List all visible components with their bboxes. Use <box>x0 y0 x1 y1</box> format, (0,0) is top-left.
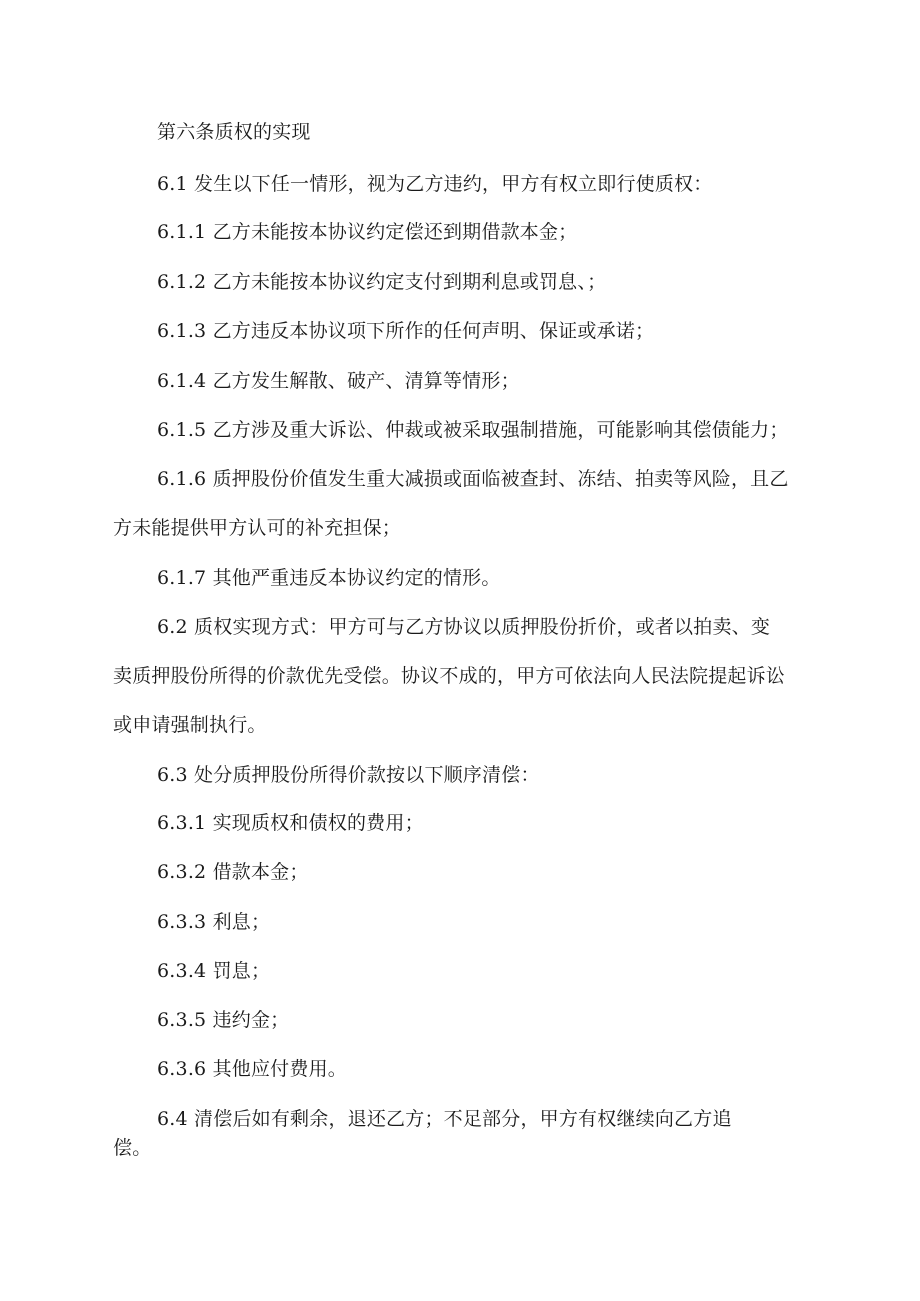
clause-6-1-6-line1: 6.1.6 质押股份价值发生重大减损或面临被查封、冻结、拍卖等风险，且乙 <box>157 468 789 490</box>
clause-6-2-line2: 卖质押股份所得的价款优先受偿。协议不成的，甲方可依法向人民法院提起诉讼 <box>113 665 786 687</box>
clause-6-3: 6.3 处分质押股份所得价款按以下顺序清偿： <box>157 764 540 786</box>
clause-6-3-4: 6.3.4 罚息； <box>157 960 271 982</box>
clause-6-1: 6.1 发生以下任一情形，视为乙方违约，甲方有权立即行使质权： <box>157 173 713 195</box>
clause-6-3-1: 6.3.1 实现质权和债权的费用； <box>157 812 424 834</box>
clause-6-1-4: 6.1.4 乙方发生解散、破产、清算等情形； <box>157 370 520 392</box>
clause-6-1-2: 6.1.2 乙方未能按本协议约定支付到期利息或罚息、； <box>157 271 607 293</box>
clause-6-3-2: 6.3.2 借款本金； <box>157 861 309 883</box>
clause-6-1-5: 6.1.5 乙方涉及重大诉讼、仲裁或被采取强制措施，可能影响其偿债能力； <box>157 419 789 441</box>
clause-6-3-5: 6.3.5 违约金； <box>157 1009 290 1031</box>
clause-6-1-6-line2: 方未能提供甲方认可的补充担保； <box>113 517 402 539</box>
clause-6-3-6: 6.3.6 其他应付费用。 <box>157 1058 347 1080</box>
clause-6-2-line1: 6.2 质权实现方式：甲方可与乙方协议以质押股份折价，或者以拍卖、变 <box>157 616 771 638</box>
article-heading: 第六条质权的实现 <box>157 121 311 143</box>
clause-6-1-3: 6.1.3 乙方违反本协议项下所作的任何声明、保证或承诺； <box>157 320 655 342</box>
clause-6-4-line1: 6.4 清偿后如有剩余，退还乙方；不足部分，甲方有权继续向乙方追 <box>157 1108 732 1130</box>
clause-6-2-line3: 或申请强制执行。 <box>113 714 267 736</box>
clause-6-1-7: 6.1.7 其他严重违反本协议约定的情形。 <box>157 567 501 589</box>
clause-6-3-3: 6.3.3 利息； <box>157 911 271 933</box>
clause-6-4-line2: 偿。 <box>113 1137 152 1159</box>
clause-6-1-1: 6.1.1 乙方未能按本协议约定偿还到期借款本金； <box>157 221 578 243</box>
